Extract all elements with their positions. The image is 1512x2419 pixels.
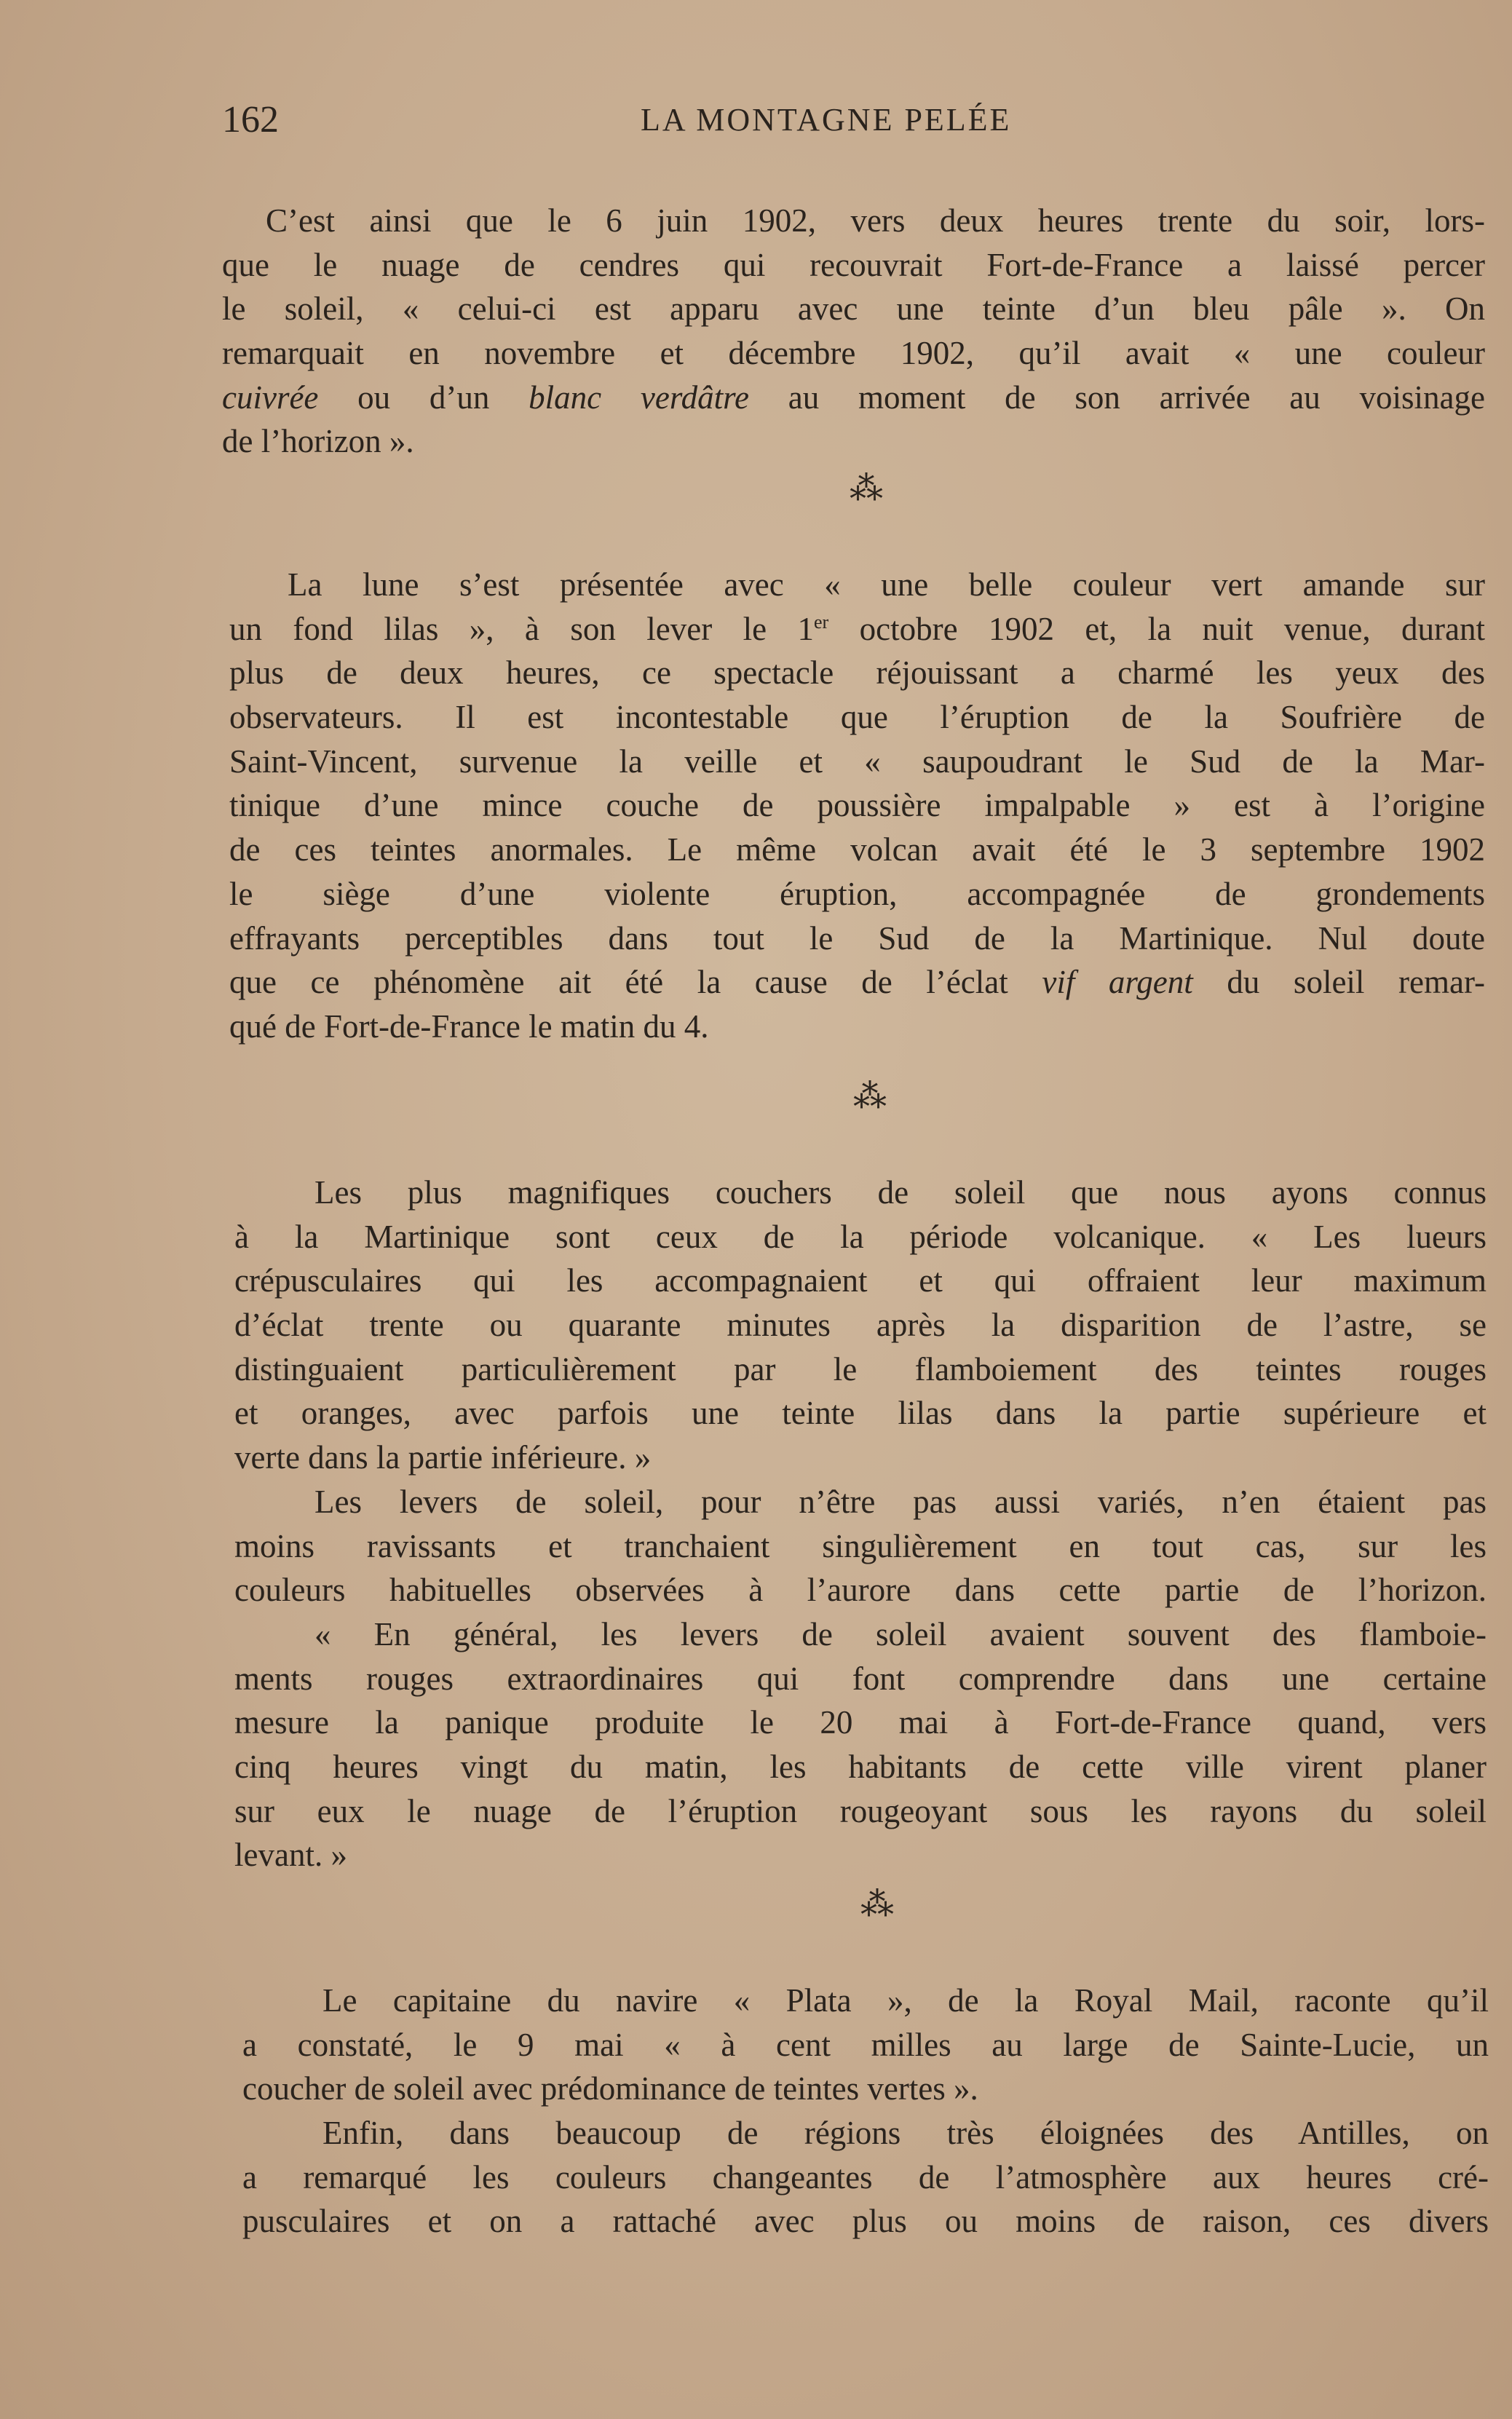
text-line: le soleil, « celui-ci est apparu avec une teinte d’un bleu pâle ». On [222,290,1485,328]
text-line: C’est ainsi que le 6 juin 1902, vers deux heures trente du soir, lors- [266,202,1485,239]
text-line: observateurs. Il est incontestable que l’éruption de la Soufrière de [229,699,1485,736]
text-line: couleurs habituelles observées à l’aurore dans cette partie de l’horizon. [234,1572,1487,1609]
text-line: coucher de soleil avec prédominance de teintes vertes ». [242,2070,978,2107]
text-line: La lune s’est présentée avec « une belle couleur vert amande sur [288,566,1485,603]
page-header [222,98,1474,149]
text-line: mesure la panique produite le 20 mai à Fort-de-France quand, vers [234,1704,1487,1741]
text-line: Les levers de soleil, pour n’être pas aussi variés, n’en étaient pas [314,1483,1487,1520]
text-line: remarquait en novembre et décembre 1902, qu’il avait « une couleur [222,335,1485,372]
text-fragment: un fond lilas », à son lever le 1 [229,610,815,647]
text-line: verte dans la partie inférieure. » [234,1439,652,1476]
text-line: de l’horizon ». [222,423,414,460]
text-line: a constaté, le 9 mai « à cent milles au large de Sainte-Lucie, un [242,2026,1489,2063]
text-line: tinique d’une mince couche de poussière impalpable » est à l’origine [229,787,1485,824]
text-line: moins ravissants et tranchaient singulièrement en tout cas, sur les [234,1527,1487,1564]
text-line: Les plus magnifiques couchers de soleil que nous ayons connus [314,1174,1487,1211]
paragraph-2 [229,563,1485,1049]
text-fragment: ou d’un [318,379,529,416]
text-line: « En général, les levers de soleil avaient souvent des flamboie- [314,1615,1487,1652]
italic-term: cuivrée [222,379,319,416]
text-line [229,607,1485,652]
superscript: er [814,611,829,633]
text-line: le siège d’une violente éruption, accompagnée de grondements [229,875,1485,912]
text-fragment: que ce phénomène ait été la cause de l’éclat [229,964,1042,1001]
text-line: à la Martinique sont ceux de la période volcanique. « Les lueurs [234,1218,1487,1255]
text-line: et oranges, avec parfois une teinte lilas dans la partie supérieure et [234,1395,1487,1432]
paragraph-1 [222,199,1485,464]
text-fragment: octobre 1902 et, la nuit venue, durant [828,610,1485,647]
text-line: effrayants perceptibles dans tout le Sud de la Martinique. Nul doute [229,919,1485,957]
text-line: d’éclat trente ou quarante minutes après la disparition de l’astre, se [234,1307,1487,1344]
text-line: pusculaires et on a rattaché avec plus ou moins de raison, ces divers [242,2203,1489,2240]
text-line: sur eux le nuage de l’éruption rougeoyant sous les rayons du soleil [234,1792,1487,1829]
text-line: a remarqué les couleurs changeantes de l’atmosphère aux heures cré- [242,2158,1489,2196]
text-line: crépusculaires qui les accompagnaient et qui offraient leur maximum [234,1262,1487,1299]
text-line: levant. » [234,1837,347,1874]
text-line: qué de Fort-de-France le matin du 4. [229,1007,709,1045]
text-line: Le capitaine du navire « Plata », de la Royal Mail, raconte qu’il [322,1982,1489,2019]
text-fragment: du soleil remar- [1192,964,1486,1001]
section-separator: ⁂ [850,468,883,507]
text-line: que le nuage de cendres qui recouvrait Fort-de-France a laissé percer [222,246,1485,283]
paragraph-3 [234,1171,1487,1877]
italic-term: vif argent [1042,964,1193,1001]
text-line [229,960,1485,1005]
paragraph-4 [242,1979,1489,2244]
running-title: LA MONTAGNE PELÉE [641,102,1012,138]
section-separator: ⁂ [860,1884,894,1923]
italic-term: blanc verdâtre [529,379,749,416]
text-line [222,376,1485,420]
text-line: ments rouges extraordinaires qui font comprendre dans une certaine [234,1660,1487,1697]
text-line: Saint-Vincent, survenue la veille et « saupoudrant le Sud de la Mar- [229,743,1485,780]
text-fragment: au moment de son arrivée au voisinage [748,379,1485,416]
text-line: de ces teintes anormales. Le même volcan avait été le 3 septembre 1902 [229,831,1485,868]
text-line: plus de deux heures, ce spectacle réjouissant a charmé les yeux des [229,654,1485,692]
section-separator: ⁂ [853,1076,887,1115]
text-line: Enfin, dans beaucoup de régions très éloignées des Antilles, on [322,2115,1489,2152]
page-number: 162 [222,99,279,140]
text-line: cinq heures vingt du matin, les habitants de cette ville virent planer [234,1748,1487,1785]
text-line: distinguaient particulièrement par le flamboiement des teintes rouges [234,1350,1487,1387]
